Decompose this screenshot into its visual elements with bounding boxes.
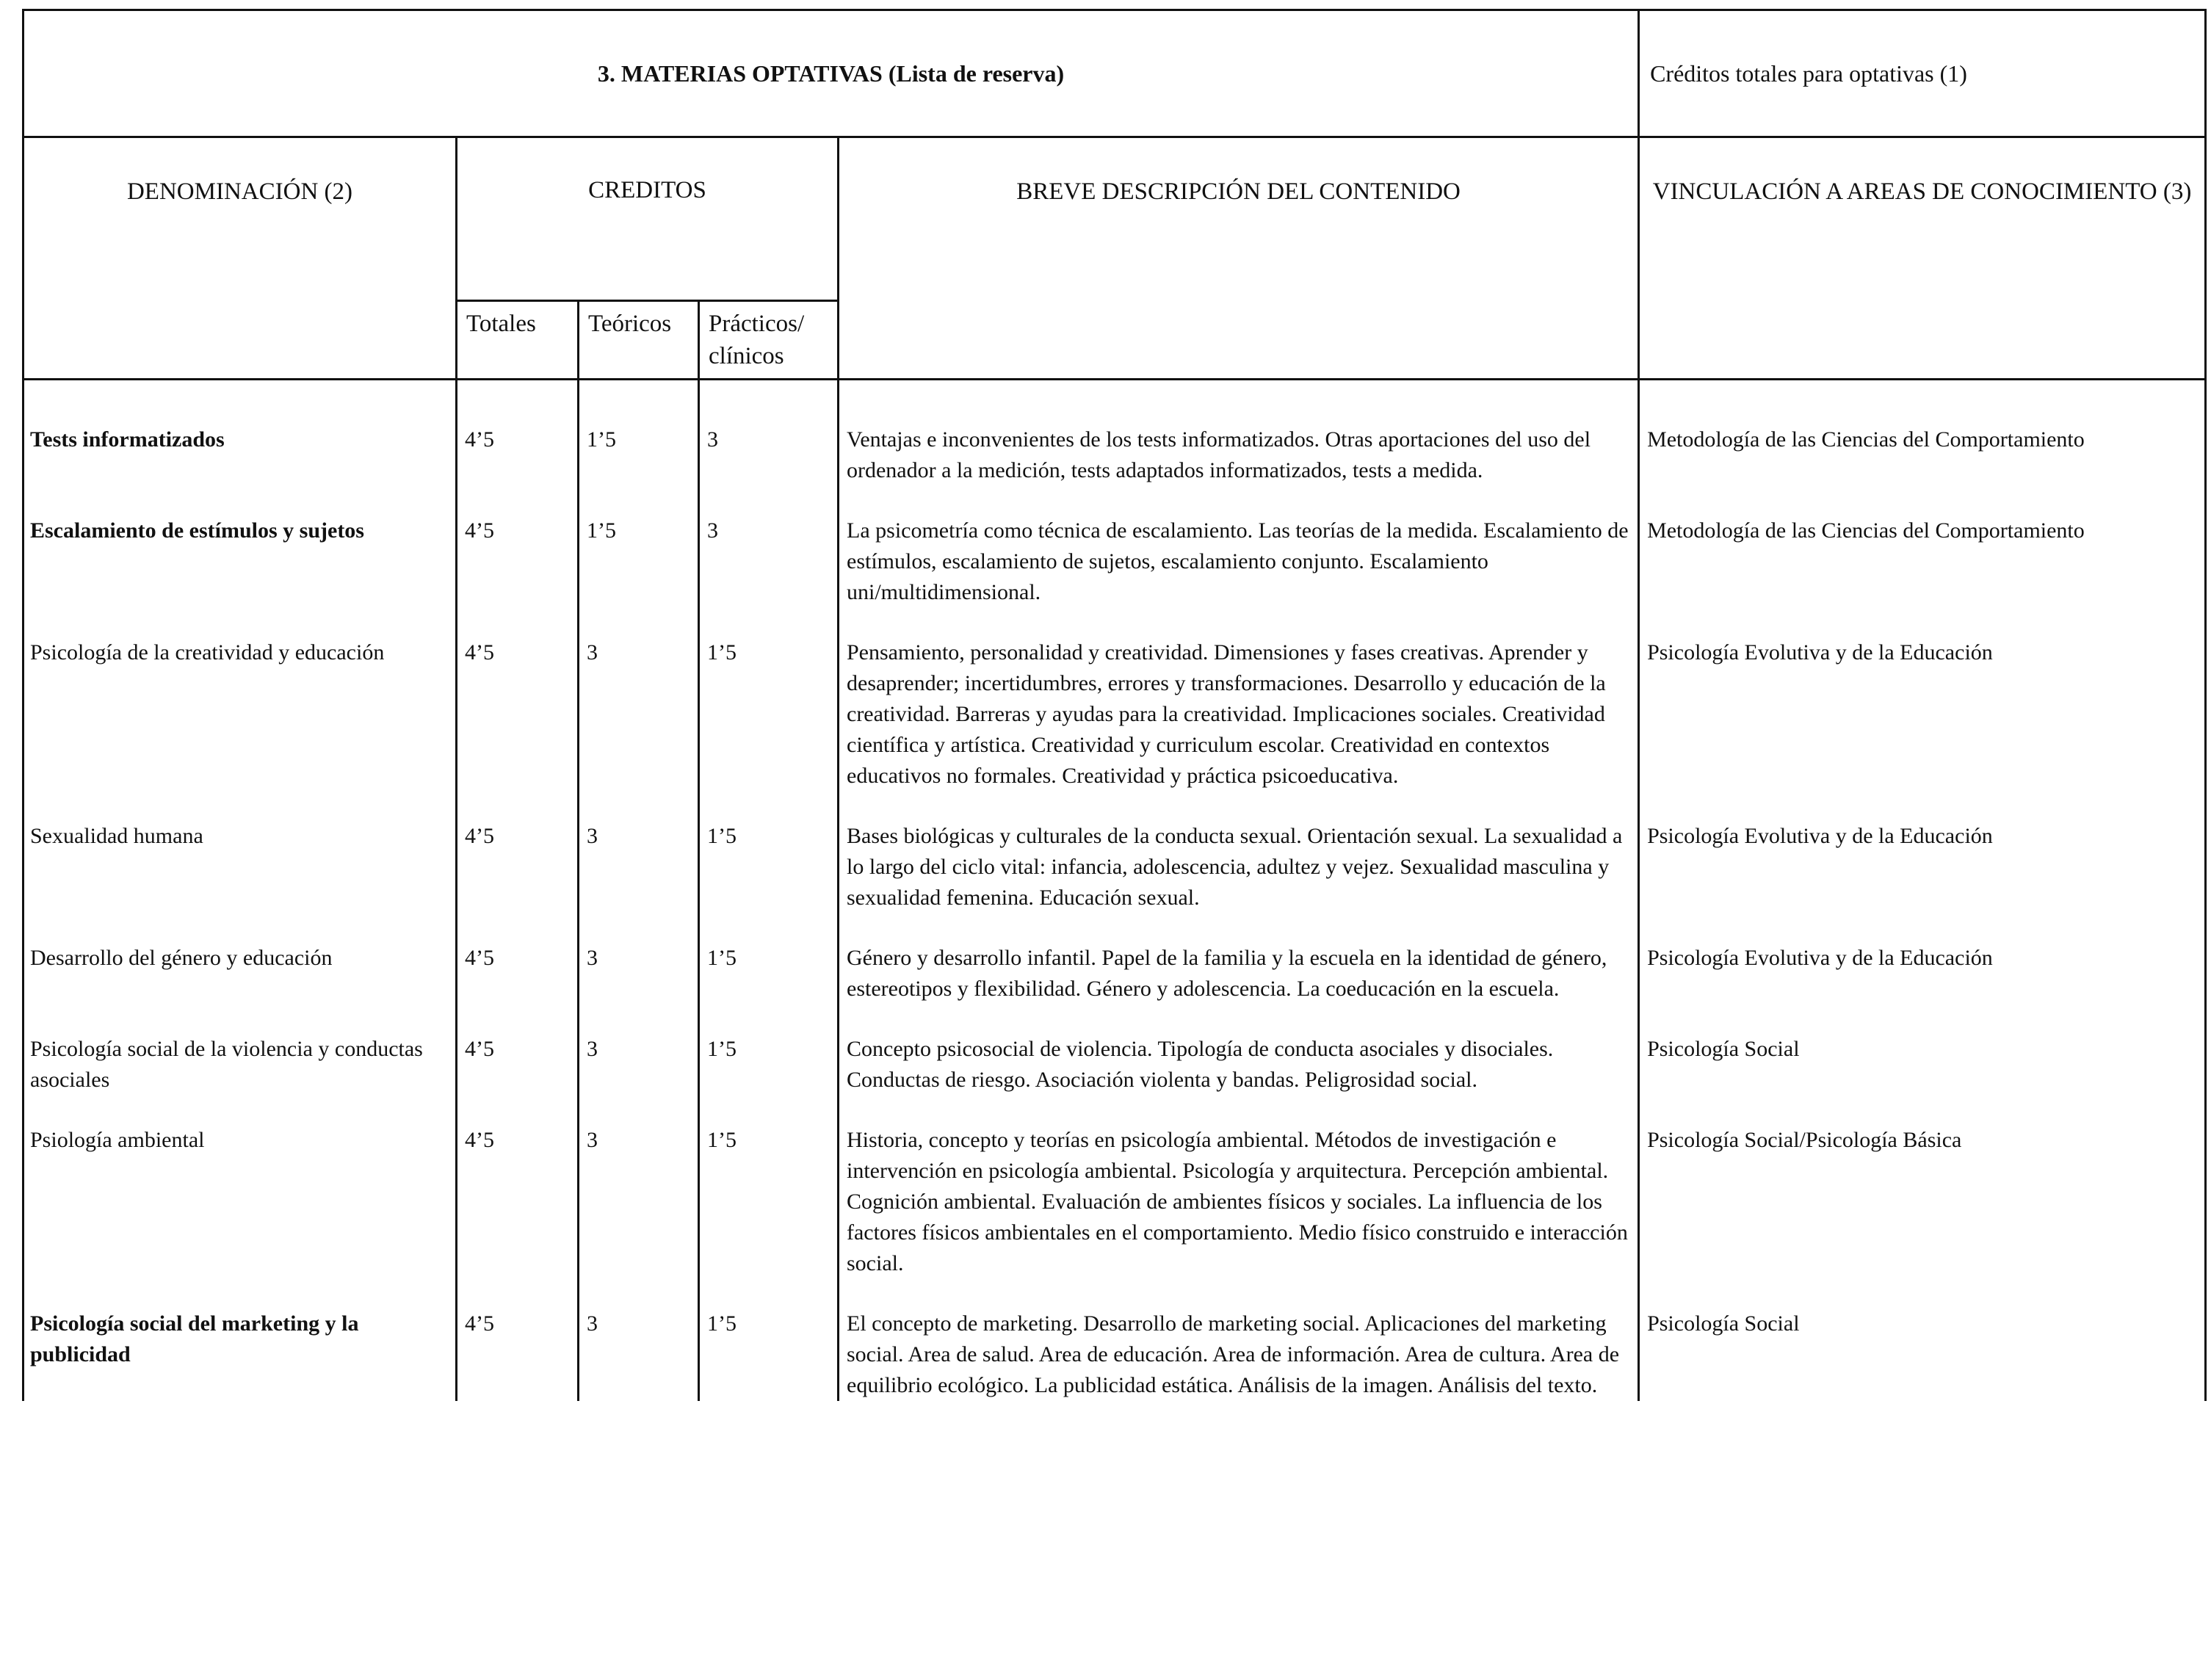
- credits-teoricos: 3: [587, 1128, 598, 1152]
- credits-practicos: 3: [707, 427, 718, 452]
- table-title: 3. MATERIAS OPTATIVAS (Lista de reserva): [23, 10, 1639, 137]
- subject-name: Escalamiento de estímulos y sujetos: [30, 518, 364, 543]
- credits-practicos: 1’5: [707, 1311, 737, 1336]
- credits-totales: 4’5: [465, 1128, 494, 1152]
- credits-totales: 4’5: [465, 640, 494, 665]
- subject-area: Psicología Evolutiva y de la Educación: [1647, 946, 1993, 970]
- header-practicos: Prácticos/ clínicos: [699, 301, 839, 380]
- credits-teoricos: 3: [587, 640, 598, 665]
- credits-totales: 4’5: [465, 1037, 494, 1061]
- subject-area: Metodología de las Ciencias del Comportamiento: [1647, 427, 2085, 452]
- credits-totales: 4’5: [465, 946, 494, 970]
- column-vinculacion: [1639, 380, 2206, 1402]
- credits-teoricos: 1’5: [587, 427, 616, 452]
- credits-teoricos: 1’5: [587, 518, 616, 543]
- subject-description: Género y desarrollo infantil. Papel de la familia y la escuela en la identidad de género, estereotipos y flexibilidad. Género y adolescencia. La coeducación en la escuela.: [847, 946, 1607, 1001]
- header-teoricos: Teóricos: [579, 301, 699, 380]
- column-denominacion: [23, 380, 457, 1402]
- subject-name: Psiología ambiental: [30, 1128, 205, 1152]
- credits-practicos: 1’5: [707, 640, 737, 665]
- subject-description: Historia, concepto y teorías en psicología ambiental. Métodos de investigación e intervención en psicología ambiental. Psicología y arquitectura. Percepción ambiental. Cognición ambiental. Evaluación de ambientes físicos y sociales. La influencia de los factores físicos ambientales en el comportamiento. Medio físico construido e interacción social.: [847, 1128, 1628, 1275]
- subject-name: Tests informatizados: [30, 427, 225, 452]
- credits-teoricos: 3: [587, 1037, 598, 1061]
- credits-practicos: 1’5: [707, 1037, 737, 1061]
- column-teoricos: [579, 380, 699, 1402]
- credits-teoricos: 3: [587, 824, 598, 848]
- credits-totales: 4’5: [465, 824, 494, 848]
- header-vinculacion: VINCULACIÓN A AREAS DE CONOCIMIENTO (3): [1639, 137, 2206, 380]
- subject-name: Sexualidad humana: [30, 824, 203, 848]
- credits-totales: 4’5: [465, 427, 494, 452]
- header-totales: Totales: [457, 301, 579, 380]
- credits-teoricos: 3: [587, 1311, 598, 1336]
- subject-area: Psicología Social: [1647, 1311, 1800, 1336]
- column-practicos: [699, 380, 839, 1402]
- credits-practicos: 1’5: [707, 824, 737, 848]
- subject-description: Ventajas e inconvenientes de los tests informatizados. Otras aportaciones del uso del ordenador a la medición, tests adaptados informatizados, tests a medida.: [847, 427, 1591, 482]
- subject-description: Bases biológicas y culturales de la conducta sexual. Orientación sexual. La sexualidad a lo largo del ciclo vital: infancia, adolescencia, adultez y vejez. Sexualidad masculina y sexualidad femenina. Educación sexual.: [847, 824, 1623, 910]
- header-descripcion: BREVE DESCRIPCIÓN DEL CONTENIDO: [839, 137, 1639, 380]
- subject-area: Psicología Social/Psicología Básica: [1647, 1128, 1962, 1152]
- subject-name: Psicología de la creatividad y educación: [30, 640, 385, 665]
- subject-area: Metodología de las Ciencias del Comportamiento: [1647, 518, 2085, 543]
- column-descripcion: [839, 380, 1639, 1402]
- header-creditos: CREDITOS: [457, 137, 839, 301]
- column-totales: [457, 380, 579, 1402]
- subject-description: La psicometría como técnica de escalamiento. Las teorías de la medida. Escalamiento de estímulos, escalamiento de sujetos, escalamiento conjunto. Escalamiento uni/multidimensional.: [847, 518, 1629, 604]
- credits-practicos: 1’5: [707, 946, 737, 970]
- subject-name: Psicología social de la violencia y conductas asociales: [30, 1037, 423, 1092]
- credits-total-label: Créditos totales para optativas (1): [1639, 10, 2206, 137]
- header-denominacion: DENOMINACIÓN (2): [23, 137, 457, 380]
- subject-description: El concepto de marketing. Desarrollo de marketing social. Aplicaciones del marketing social. Area de salud. Area de educación. Area de información. Area de cultura. Area de equilibrio ecológico. La publicidad estática. Análisis de la imagen. Análisis del texto.: [847, 1311, 1620, 1397]
- subject-description: Pensamiento, personalidad y creatividad. Dimensiones y fases creativas. Aprender y desaprender; incertidumbres, errores y transformaciones. Desarrollo y educación de la creatividad. Barreras y ayudas para la creatividad. Implicaciones sociales. Creatividad científica y artística. Creatividad y curriculum escolar. Creatividad en contextos educativos no formales. Creatividad y práctica psicoeducativa.: [847, 640, 1606, 788]
- subject-description: Concepto psicosocial de violencia. Tipología de conducta asociales y disociales. Conductas de riesgo. Asociación violenta y bandas. Peligrosidad social.: [847, 1037, 1554, 1092]
- subject-name: Psicología social del marketing y la publicidad: [30, 1311, 359, 1366]
- subject-area: Psicología Evolutiva y de la Educación: [1647, 640, 1993, 665]
- credits-practicos: 1’5: [707, 1128, 737, 1152]
- optional-subjects-table: [22, 9, 2207, 1401]
- subject-name: Desarrollo del género y educación: [30, 946, 333, 970]
- credits-practicos: 3: [707, 518, 718, 543]
- subject-area: Psicología Social: [1647, 1037, 1800, 1061]
- credits-teoricos: 3: [587, 946, 598, 970]
- subject-area: Psicología Evolutiva y de la Educación: [1647, 824, 1993, 848]
- credits-totales: 4’5: [465, 518, 494, 543]
- credits-totales: 4’5: [465, 1311, 494, 1336]
